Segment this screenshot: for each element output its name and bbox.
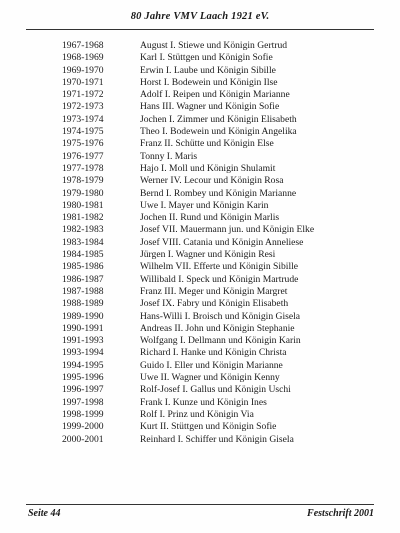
list-item	[62, 151, 362, 163]
royal-couple: Karl I. Stüttgen und Königin Sofie	[140, 52, 273, 64]
page-footer	[26, 504, 374, 521]
reign-years: 1983-1984	[62, 236, 104, 248]
royal-couple: Tonny I. Maris	[140, 150, 198, 162]
royal-couple: Richard I. Hanke und Königin Christa	[140, 347, 287, 359]
royal-couple: Jochen II. Rund und Königin Marlis	[140, 212, 280, 224]
list-item	[62, 65, 362, 77]
reign-years: 1980-1981	[62, 199, 104, 211]
royal-couple: Willibald I. Speck und Königin Martrude	[140, 273, 299, 285]
royal-couple: Rolf I. Prinz und Königin Via	[140, 408, 254, 420]
royal-couple: Josef VIII. Catania und Königin Anneliese	[140, 236, 304, 248]
reign-years: 1991-1993	[62, 335, 104, 347]
royal-couple: Uwe II. Wagner und Königin Kenny	[140, 372, 280, 384]
list-item	[62, 200, 362, 212]
list-item	[62, 311, 362, 323]
reign-years: 1996-1997	[62, 384, 104, 396]
list-item	[62, 249, 362, 261]
royal-couple: Bernd I. Rombey und Königin Marianne	[140, 187, 297, 199]
reign-years: 1982-1983	[62, 224, 104, 236]
reign-years: 1998-1999	[62, 408, 104, 420]
reign-years: 1976-1977	[62, 150, 104, 162]
list-item	[62, 114, 362, 126]
reign-years: 1985-1986	[62, 261, 104, 273]
list-item	[62, 434, 362, 446]
list-item	[62, 212, 362, 224]
reign-years: 1968-1969	[62, 52, 104, 64]
royal-couple: Frank I. Kunze und Königin Ines	[140, 396, 267, 408]
royal-couple: Theo I. Bodewein und Königin Angelika	[140, 126, 297, 138]
header-title: 80 Jahre VMV Laach 1921 eV.	[130, 11, 270, 22]
royal-couple: Erwin I. Laube und Königin Sibille	[140, 64, 276, 76]
list-item	[62, 274, 362, 286]
reign-years: 1978-1979	[62, 175, 104, 187]
list-item	[62, 52, 362, 64]
reign-years: 1989-1990	[62, 310, 104, 322]
royal-couple: Guido I. Eller und Königin Marianne	[140, 359, 283, 371]
royal-couple: Andreas II. John und Königin Stephanie	[140, 322, 295, 334]
list-item	[62, 163, 362, 175]
reign-years: 1969-1970	[62, 64, 104, 76]
royal-couple: Kurt II. Stüttgen und Königin Sofie	[140, 421, 277, 433]
page-number: Seite 44	[28, 508, 61, 519]
list-item	[62, 138, 362, 150]
royal-couple: Reinhard I. Schiffer und Königin Gisela	[140, 433, 294, 445]
royal-couple: Adolf I. Reipen und Königin Marianne	[140, 89, 290, 101]
royal-couple: Hajo I. Moll und Königin Shulamit	[140, 162, 276, 174]
list-item	[62, 224, 362, 236]
reign-years: 1995-1996	[62, 372, 104, 384]
reign-years: 1974-1975	[62, 126, 104, 138]
royal-couple: Wolfgang I. Dellmann und Königin Karin	[140, 335, 301, 347]
reign-years: 1987-1988	[62, 285, 104, 297]
royal-couple: Rolf-Josef I. Gallus und Königin Uschi	[140, 384, 291, 396]
royal-couple: Hans-Willi I. Broisch und Königin Gisela	[140, 310, 301, 322]
reign-years: 1990-1991	[62, 322, 104, 334]
reign-years: 1981-1982	[62, 212, 104, 224]
royal-couple: Franz II. Schütte und Königin Else	[140, 138, 274, 150]
reign-years: 2000-2001	[62, 433, 104, 445]
reign-years: 1977-1978	[62, 162, 104, 174]
reign-years: 1972-1973	[62, 101, 104, 113]
royal-couple: Uwe I. Mayer und Königin Karin	[140, 199, 269, 211]
royal-couple: August I. Stiewe und Königin Gertrud	[140, 40, 288, 51]
list-item	[62, 323, 362, 335]
list-item	[62, 40, 362, 52]
reign-years: 1979-1980	[62, 187, 104, 199]
reign-years: 1986-1987	[62, 273, 104, 285]
royal-couple: Wilhelm VII. Efferte und Königin Sibille	[140, 261, 299, 273]
kings-list	[62, 40, 362, 446]
reign-years: 1970-1971	[62, 76, 104, 88]
list-item	[62, 261, 362, 273]
royal-couple: Franz III. Meger und Königin Margret	[140, 285, 288, 297]
list-item	[62, 89, 362, 101]
publication-name: Festschrift 2001	[307, 508, 374, 519]
reign-years: 1997-1998	[62, 396, 104, 408]
list-item	[62, 175, 362, 187]
reign-years: 1994-1995	[62, 359, 104, 371]
reign-years: 1984-1985	[62, 249, 104, 261]
list-item	[62, 397, 362, 409]
royal-couple: Werner IV. Lecour und Königin Rosa	[140, 175, 284, 187]
reign-years: 1975-1976	[62, 138, 104, 150]
list-item	[62, 335, 362, 347]
reign-years: 1973-1974	[62, 113, 104, 125]
list-item	[62, 286, 362, 298]
list-item	[62, 384, 362, 396]
list-item	[62, 372, 362, 384]
list-item	[62, 409, 362, 421]
reign-years: 1999-2000	[62, 421, 104, 433]
list-item	[62, 298, 362, 310]
reign-years: 1971-1972	[62, 89, 104, 101]
royal-couple: Horst I. Bodewein und Königin Ilse	[140, 76, 278, 88]
reign-years: 1988-1989	[62, 298, 104, 310]
list-item	[62, 188, 362, 200]
list-item	[62, 421, 362, 433]
royal-couple: Josef VII. Mauermann jun. und Königin Elke	[140, 224, 315, 236]
royal-couple: Jochen I. Zimmer und Königin Elisabeth	[140, 113, 297, 125]
list-item	[62, 77, 362, 89]
reign-years: 1993-1994	[62, 347, 104, 359]
royal-couple: Hans III. Wagner und Königin Sofie	[140, 101, 280, 113]
list-item	[62, 237, 362, 249]
royal-couple: Josef IX. Fabry und Königin Elisabeth	[140, 298, 289, 310]
page-header	[26, 9, 374, 30]
royal-couple: Jürgen I. Wagner und Königin Resi	[140, 249, 276, 261]
reign-years: 1967-1968	[62, 40, 104, 51]
list-item	[62, 126, 362, 138]
list-item	[62, 360, 362, 372]
list-item	[62, 101, 362, 113]
list-item	[62, 347, 362, 359]
